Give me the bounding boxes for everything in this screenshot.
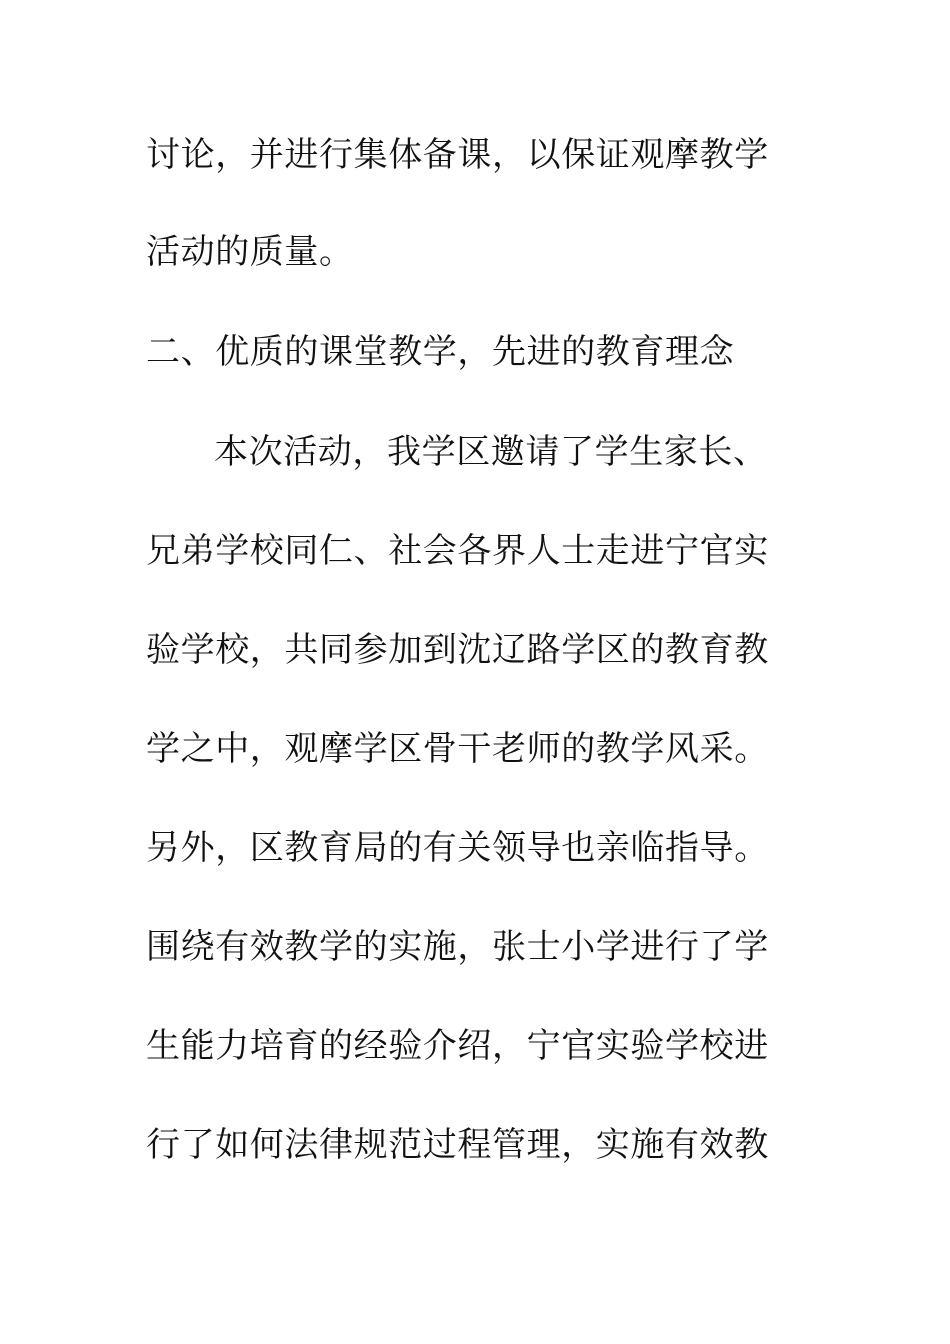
paragraph-line: 另外，区教育局的有关领导也亲临指导。 [146, 828, 769, 868]
paragraph-line: 验学校，共同参加到沈辽路学区的教育教 [146, 630, 769, 670]
section-heading: 二、优质的课堂教学，先进的教育理念 [146, 332, 735, 372]
paragraph-line: 讨论，并进行集体备课，以保证观摩教学 [146, 135, 769, 175]
paragraph-line: 本次活动，我学区邀请了学生家长、 [214, 432, 768, 472]
paragraph-line: 生能力培育的经验介绍，宁官实验学校进 [146, 1026, 769, 1066]
paragraph-line: 兄弟学校同仁、社会各界人士走进宁官实 [146, 531, 769, 571]
paragraph-line: 围绕有效教学的实施，张士小学进行了学 [146, 927, 769, 967]
paragraph-line: 活动的质量。 [146, 232, 354, 272]
paragraph-line: 学之中，观摩学区骨干老师的教学风采。 [146, 729, 769, 769]
paragraph-line: 行了如何法律规范过程管理，实施有效教 [146, 1125, 769, 1165]
